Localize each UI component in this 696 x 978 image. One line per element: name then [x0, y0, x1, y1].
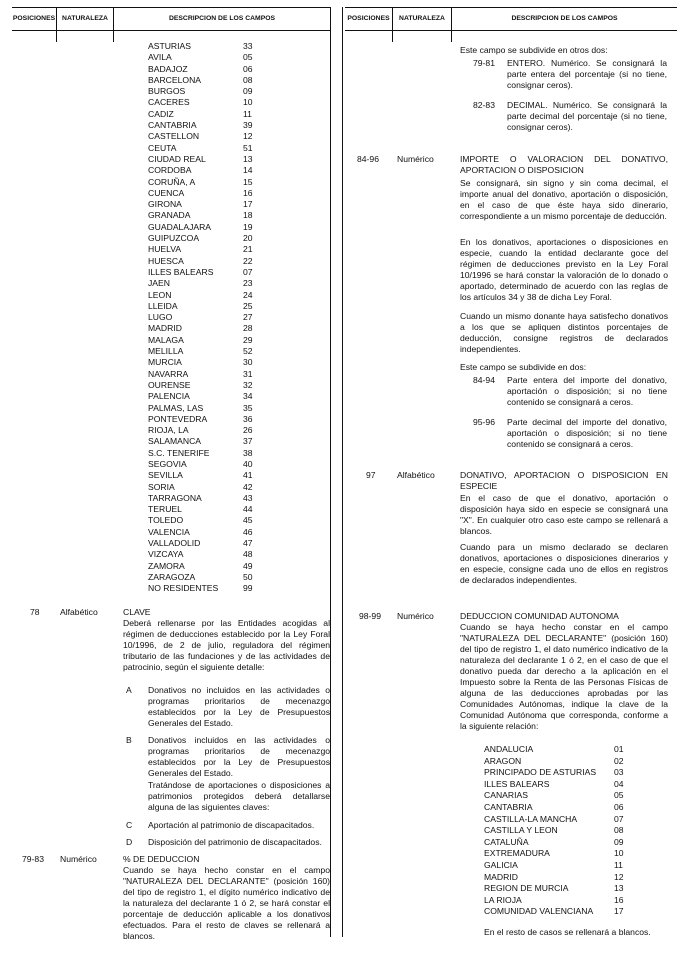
province-row: [148, 165, 283, 176]
province-row: [148, 357, 283, 368]
province-row-name: PALMAS, LAS: [148, 402, 204, 413]
importe-p3: Cuando un mismo donante haya satisfecho donativos a los que se apliquen distintos porcentajes de deducción, consigne registros de declarados independientes.: [460, 311, 668, 354]
province-row-name: TOLEDO: [148, 515, 184, 526]
province-row-name: BARCELONA: [148, 74, 202, 85]
province-row: [148, 75, 283, 86]
province-row-code: 52: [243, 346, 253, 357]
province-row-name: CADIZ: [148, 108, 174, 119]
region-row-code: 09: [614, 836, 624, 847]
province-row-code: 14: [243, 165, 253, 176]
province-row-name: LEON: [148, 289, 172, 300]
subdiv-decimal-pos: 82-83: [473, 100, 495, 110]
province-row: [148, 131, 283, 142]
clave-position: 78: [30, 607, 40, 617]
province-row-code: 24: [243, 289, 253, 300]
province-row: [148, 312, 283, 323]
province-row-name: RIOJA, LA: [148, 425, 189, 436]
province-row-code: 33: [243, 41, 253, 51]
province-row-name: SORIA: [148, 481, 175, 492]
province-row: [148, 278, 283, 289]
comunidad-position: 98-99: [359, 611, 381, 621]
province-row-code: 38: [243, 447, 253, 458]
clave-nature: Alfabético: [60, 607, 98, 617]
importe-position: 84-96: [357, 154, 379, 164]
importe-p2: En los donativos, aportaciones o disposiciones en especie, cuando la entidad declarante goce del régimen de deducciones previsto en la Ley Foral 10/1996 se hará constar la valoración de lo donado o aportado, determinado de acuerdo con las reglas de los artículos 34 y 38 de dicha Ley Foral.: [460, 237, 668, 302]
province-row: [148, 403, 283, 414]
province-row-code: 07: [243, 266, 253, 277]
province-row: [148, 561, 283, 572]
region-row-name: LA RIOJA: [484, 894, 522, 905]
region-row-code: 17: [614, 906, 624, 917]
province-row-code: 44: [243, 504, 253, 515]
region-row-code: 04: [614, 778, 624, 789]
header-descripcion: DESCRIPCION DE LOS CAMPOS: [168, 15, 276, 22]
province-row-code: 32: [243, 379, 253, 390]
province-row-code: 08: [243, 74, 253, 85]
province-row-code: 46: [243, 526, 253, 537]
province-row-code: 34: [243, 391, 253, 402]
deduccion-position: 79-83: [22, 854, 44, 864]
province-row: [148, 120, 283, 131]
clave-b-letter: B: [126, 735, 132, 745]
clave-c-text: Aportación al patrimonio de discapacitados.: [148, 820, 315, 830]
region-row-name: COMUNIDAD VALENCIANA: [484, 906, 594, 917]
province-row-name: BADAJOZ: [148, 63, 188, 74]
province-row-code: 36: [243, 413, 253, 424]
province-row: [148, 335, 283, 346]
especie-p1: En el caso de que el donativo, aportación o disposición haya sido en especie se consignará una "X". En cualquier otro caso este campo se rellenará a blancos.: [460, 493, 668, 536]
importe-s1-text: Parte entera del importe del donativo, aportación o disposición; si no tiene contenido se consignará a ceros.: [507, 375, 667, 407]
region-row: [484, 814, 624, 826]
province-row-code: 21: [243, 244, 253, 255]
region-row: [484, 790, 624, 802]
province-row-name: SEGOVIA: [148, 458, 187, 469]
region-row-name: ILLES BALEARS: [484, 778, 550, 789]
province-row-name: SEVILLA: [148, 470, 183, 481]
comunidad-text: Cuando se haya hecho constar en el campo "NATURALEZA DEL DECLARANTE" (posición 160) del tipo de registro 1, el dato numérico indicativo de la naturaleza del declarante 1 ó 2, en el caso de que el donativo pueda dar derecho a la aplicación en el Impuesto sobre la Renta de las Personas Físicas de alguna de las deducciones aprobadas por las Comunidades Autónomas, indique la clave de la Comunidad Autónoma que corresponda, conforme a la siguiente relación:: [460, 622, 668, 731]
province-row-name: GUIPUZCOA: [148, 233, 200, 244]
comunidad-title: DEDUCCION COMUNIDAD AUTONOMA: [460, 611, 619, 621]
province-row-code: 50: [243, 571, 253, 582]
province-row: [148, 572, 283, 583]
province-row: [148, 52, 283, 63]
province-row-code: 49: [243, 560, 253, 571]
province-row: [148, 470, 283, 481]
region-row: [484, 744, 624, 756]
region-row-name: CANTABRIA: [484, 801, 533, 812]
province-row: [148, 538, 283, 549]
column-divider: [56, 7, 57, 42]
region-row: [484, 883, 624, 895]
province-row-code: 19: [243, 221, 253, 232]
province-row: [148, 414, 283, 425]
province-row: [148, 323, 283, 334]
region-list: [484, 744, 624, 918]
region-row: [484, 756, 624, 768]
province-row-code: 45: [243, 515, 253, 526]
province-row: [148, 391, 283, 402]
province-row-name: GIRONA: [148, 199, 182, 210]
header-naturaleza: NATURALEZA: [62, 15, 108, 22]
province-row-name: MALAGA: [148, 334, 184, 345]
province-row: [148, 86, 283, 97]
subdiv-decimal-text: DECIMAL. Numérico. Se consignará la parte decimal del porcentaje (si no tiene, consignar ceros).: [507, 100, 667, 132]
province-row: [148, 482, 283, 493]
region-row-code: 05: [614, 790, 624, 801]
region-row-code: 08: [614, 825, 624, 836]
province-row: [148, 41, 283, 52]
province-row-code: 22: [243, 255, 253, 266]
province-row: [148, 210, 283, 221]
province-row: [148, 301, 283, 312]
clave-a-letter: A: [126, 685, 132, 695]
especie-position: 97: [366, 470, 376, 480]
region-row-name: PRINCIPADO DE ASTURIAS: [484, 767, 597, 778]
region-row: [484, 802, 624, 814]
province-row: [148, 199, 283, 210]
region-row-name: ARAGON: [484, 755, 522, 766]
region-row: [484, 895, 624, 907]
province-row: [148, 425, 283, 436]
province-row-name: MURCIA: [148, 357, 182, 368]
header-naturaleza: NATURALEZA: [399, 15, 445, 22]
importe-nature: Numérico: [397, 154, 434, 164]
region-row-code: 03: [614, 767, 624, 778]
especie-title: DONATIVO, APORTACION O DISPOSICION EN ESPECIE: [460, 470, 668, 491]
province-row: [148, 436, 283, 447]
province-list: [148, 41, 283, 595]
province-row-name: AVILA: [148, 52, 172, 63]
province-row-name: GUADALAJARA: [148, 221, 212, 232]
province-row-name: CORUÑA, A: [148, 176, 196, 187]
province-row-code: 35: [243, 402, 253, 413]
province-row-name: HUESCA: [148, 255, 184, 266]
region-row-code: 10: [614, 848, 624, 859]
province-row-code: 12: [243, 131, 253, 142]
province-row-code: 27: [243, 312, 253, 323]
region-row-code: 12: [614, 871, 624, 882]
region-row-name: GALICIA: [484, 859, 518, 870]
subdiv-entero-pos: 79-81: [473, 58, 495, 68]
importe-s2-pos: 95-96: [473, 417, 495, 427]
province-row: [148, 527, 283, 538]
region-row-name: CASTILLA Y LEON: [484, 825, 558, 836]
province-row-name: MELILLA: [148, 346, 184, 357]
province-row-code: 18: [243, 210, 253, 221]
province-row-name: TERUEL: [148, 504, 182, 515]
province-row-code: 29: [243, 334, 253, 345]
clave-d-text: Disposición del patrimonio de discapacitados.: [148, 837, 322, 847]
province-row-name: VIZCAYA: [148, 549, 184, 560]
province-row-name: S.C. TENERIFE: [148, 447, 210, 458]
province-row: [148, 188, 283, 199]
province-row-code: 10: [243, 97, 253, 108]
region-row: [484, 848, 624, 860]
province-row-name: HUELVA: [148, 244, 182, 255]
province-row-name: PONTEVEDRA: [148, 413, 208, 424]
left-column: [12, 7, 330, 941]
clave-a-text: Donativos no incluidos en las actividades o programas prioritarios de mecenazgo establecidos por la Ley de Presupuestos Generales del Estado.: [148, 685, 330, 728]
province-row-code: 09: [243, 86, 253, 97]
province-row-name: NO RESIDENTES: [148, 583, 219, 594]
province-row-code: 41: [243, 470, 253, 481]
province-row-name: CANTABRIA: [148, 120, 197, 131]
province-row: [148, 448, 283, 459]
province-row-name: NAVARRA: [148, 368, 189, 379]
region-row-name: CATALUÑA: [484, 836, 529, 847]
province-row-name: JAEN: [148, 278, 170, 289]
province-row-name: BURGOS: [148, 86, 186, 97]
subdiv-entero-text: ENTERO. Numérico. Se consignará la parte entera del porcentaje (si no tiene, consignar ceros).: [507, 58, 667, 90]
province-row-code: 42: [243, 481, 253, 492]
especie-p2: Cuando para un mismo declarado se declaren donativos, aportaciones o disposiciones dinerarios y en especie, consigne cada uno de ellos en registros de declarados independientes.: [460, 542, 668, 585]
table-header: [345, 7, 677, 31]
column-divider: [113, 7, 114, 42]
province-row: [148, 290, 283, 301]
region-row-code: 11: [614, 859, 623, 870]
province-row: [148, 515, 283, 526]
deduccion-title: % DE DEDUCCION: [123, 854, 200, 864]
province-row: [148, 459, 283, 470]
province-row-name: CIUDAD REAL: [148, 153, 206, 164]
province-row-name: VALLADOLID: [148, 538, 201, 549]
importe-title: IMPORTE O VALORACION DEL DONATIVO, APORTACION O DISPOSICION: [460, 154, 668, 175]
province-row: [148, 583, 283, 594]
deduccion-text: Cuando se haya hecho constar en el campo "NATURALEZA DEL DECLARANTE" (posición 160) del tipo de registro 1, el dígito numérico indicativo de la naturaleza del declarante 1 ó 2, se hará constar el porcentaje de deducción aplicable a los donativos efectuados. Para el resto de claves se rellenará a blancos.: [123, 865, 330, 941]
column-right-border: [330, 7, 331, 937]
province-row: [148, 97, 283, 108]
comunidad-nature: Numérico: [397, 611, 434, 621]
region-row: [484, 906, 624, 918]
column-left-border: [342, 7, 343, 937]
province-row: [148, 504, 283, 515]
region-row-code: 02: [614, 755, 624, 766]
province-row: [148, 177, 283, 188]
importe-p1: Se consignará, sin signo y sin coma decimal, el importe anual del donativo, aportación o disposición, en el caso de que éste haya sido dinerario, correspondiente a un mismo porcentaje de deducción.: [460, 178, 668, 221]
province-row: [148, 222, 283, 233]
province-row: [148, 549, 283, 560]
province-row-name: ZARAGOZA: [148, 571, 196, 582]
province-row-name: LUGO: [148, 312, 173, 323]
province-row-code: 43: [243, 492, 253, 503]
province-row-code: 26: [243, 425, 253, 436]
table-header: [12, 7, 330, 31]
province-row-name: CEUTA: [148, 142, 177, 153]
region-row-name: EXTREMADURA: [484, 848, 550, 859]
clave-d-letter: D: [126, 837, 133, 847]
province-row: [148, 267, 283, 278]
province-row-code: 05: [243, 52, 253, 63]
subdiv-intro: Este campo se subdivide en otros dos:: [460, 45, 608, 55]
province-row-code: 13: [243, 153, 253, 164]
clave-b-note: Tratándose de aportaciones o disposiciones a patrimonios protegidos deberá detallarse alguna de las siguientes claves:: [148, 780, 330, 812]
region-row: [484, 872, 624, 884]
province-row-name: VALENCIA: [148, 526, 190, 537]
province-row-code: 39: [243, 120, 253, 131]
header-descripcion: DESCRIPCION DE LOS CAMPOS: [511, 15, 618, 22]
header-posiciones: POSICIONES: [12, 15, 56, 22]
province-row: [148, 493, 283, 504]
province-row-name: LLEIDA: [148, 300, 178, 311]
region-row: [484, 767, 624, 779]
province-row-code: 06: [243, 63, 253, 74]
province-row-name: CASTELLON: [148, 131, 200, 142]
region-row-code: 16: [614, 894, 624, 905]
province-row-name: OURENSE: [148, 379, 191, 390]
province-row-code: 28: [243, 323, 253, 334]
province-row-name: TARRAGONA: [148, 492, 202, 503]
region-row-code: 13: [614, 883, 624, 894]
header-posiciones: POSICIONES: [347, 15, 390, 22]
province-row-name: SALAMANCA: [148, 436, 202, 447]
region-row: [484, 779, 624, 791]
province-row-code: 11: [243, 108, 252, 119]
region-row-name: REGION DE MURCIA: [484, 883, 569, 894]
province-row: [148, 109, 283, 120]
province-row-name: GRANADA: [148, 210, 191, 221]
province-row-name: CORDOBA: [148, 165, 192, 176]
province-row-code: 23: [243, 278, 253, 289]
column-divider: [451, 7, 452, 42]
region-row-code: 06: [614, 801, 624, 812]
province-row-code: 51: [243, 142, 253, 153]
province-row-code: 48: [243, 549, 253, 560]
clave-b-text: Donativos incluidos en las actividades o programas prioritarios de mecenazgo establecidos por la Ley de Presupuestos Generales del Estado.: [148, 735, 330, 778]
deduccion-nature: Numérico: [60, 854, 97, 864]
province-row-name: ILLES BALEARS: [148, 266, 214, 277]
especie-nature: Alfabético: [397, 470, 435, 480]
region-row: [484, 837, 624, 849]
province-row-name: ASTURIAS: [148, 41, 191, 51]
province-row: [148, 256, 283, 267]
province-row: [148, 154, 283, 165]
region-row-name: CANARIAS: [484, 790, 528, 801]
importe-s2-text: Parte decimal del importe del donativo, aportación o disposición; si no tiene contenido se consignará a ceros.: [507, 417, 667, 449]
province-row-code: 37: [243, 436, 253, 447]
province-row-name: MADRID: [148, 323, 182, 334]
province-row-code: 16: [243, 187, 253, 198]
region-row: [484, 860, 624, 872]
province-row: [148, 233, 283, 244]
province-row: [148, 380, 283, 391]
province-row-code: 30: [243, 357, 253, 368]
region-row-code: 07: [614, 813, 624, 824]
province-row: [148, 143, 283, 154]
province-row-code: 25: [243, 300, 253, 311]
importe-p4: Este campo se subdivide en dos:: [460, 362, 587, 372]
province-row-code: 15: [243, 176, 253, 187]
clave-c-letter: C: [126, 820, 133, 830]
province-row: [148, 369, 283, 380]
province-row: [148, 64, 283, 75]
province-row-code: 40: [243, 458, 253, 469]
province-row-name: ZAMORA: [148, 560, 185, 571]
column-divider: [392, 7, 393, 42]
clave-intro: Deberá rellenarse por las Entidades acogidas al régimen de deducciones establecido por la Ley Foral 10/1996, de 2 de julio, reguladora del régimen tributario de las fundaciones y de las actividades de patrocinio, según el siguiente detalle:: [123, 618, 330, 672]
importe-s1-pos: 84-94: [473, 375, 495, 385]
province-row-code: 99: [243, 583, 253, 594]
province-row-name: CACERES: [148, 97, 190, 108]
clave-title: CLAVE: [123, 607, 151, 617]
region-row-name: MADRID: [484, 871, 518, 882]
province-row: [148, 346, 283, 357]
region-row: [484, 825, 624, 837]
province-row: [148, 244, 283, 255]
province-row-name: PALENCIA: [148, 391, 190, 402]
province-row-code: 31: [243, 368, 253, 379]
province-row-code: 47: [243, 538, 253, 549]
comunidad-footer: En el resto de casos se rellenará a blancos.: [484, 927, 651, 937]
region-row-name: ANDALUCIA: [484, 744, 534, 754]
province-row-code: 20: [243, 233, 253, 244]
province-row-name: CUENCA: [148, 187, 185, 198]
province-row-code: 17: [243, 199, 253, 210]
region-row-name: CASTILLA-LA MANCHA: [484, 813, 578, 824]
right-column: [345, 7, 677, 937]
region-row-code: 01: [614, 744, 624, 754]
